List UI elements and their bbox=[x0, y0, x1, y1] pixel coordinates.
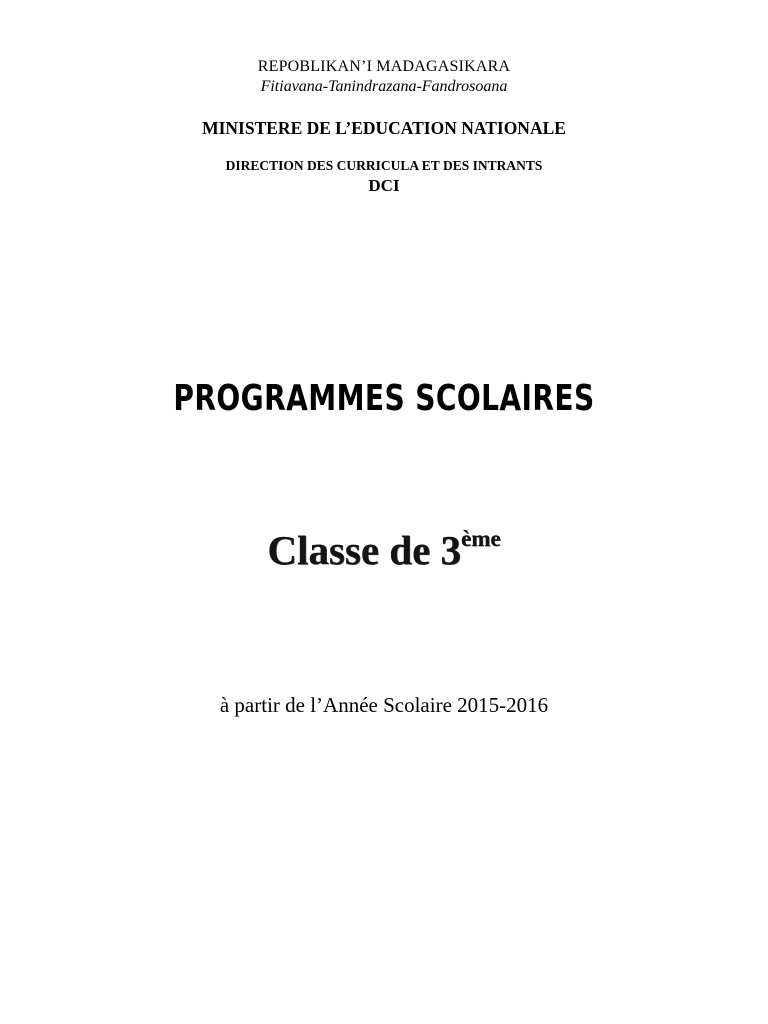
document-title: PROGRAMMES SCOLAIRES bbox=[173, 378, 595, 419]
class-label: Classe de 3 bbox=[267, 527, 462, 573]
direction-acronym: DCI bbox=[368, 176, 400, 195]
republic-name: REPOBLIKAN’I MADAGASIKARA bbox=[257, 58, 511, 75]
national-motto: Fitiavana-Tanindrazana-Fandrosoana bbox=[260, 78, 508, 95]
class-superscript: ème bbox=[461, 526, 501, 551]
school-year: à partir de l’Année Scolaire 2015-2016 bbox=[219, 693, 549, 717]
direction-name: DIRECTION DES CURRICULA ET DES INTRANTS bbox=[225, 158, 543, 173]
ministry-name: MINISTERE DE L’EDUCATION NATIONALE bbox=[202, 118, 566, 138]
class-title bbox=[0, 526, 768, 574]
